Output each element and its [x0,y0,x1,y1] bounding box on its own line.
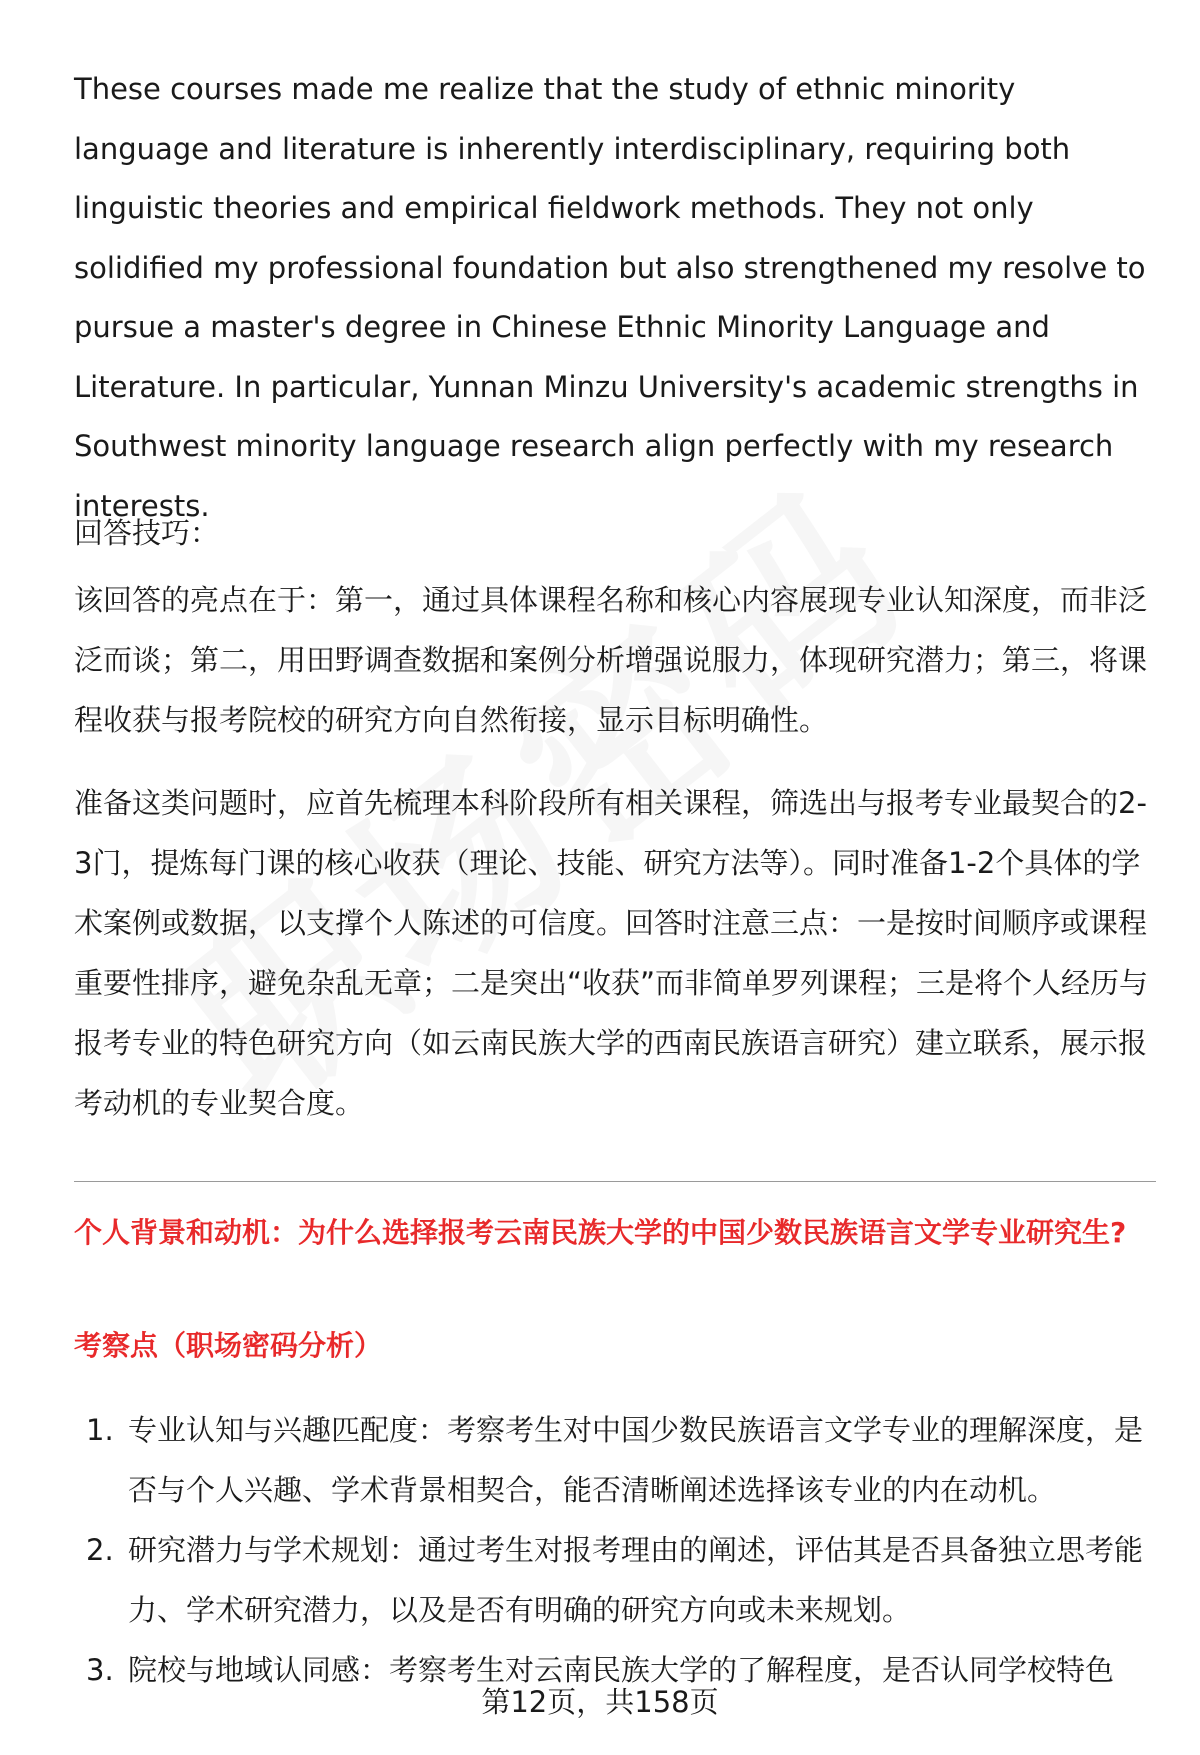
tips-paragraph-1: 该回答的亮点在于：第一，通过具体课程名称和核心内容展现专业认知深度，而非泛泛而谈；第二，用田野调查数据和案例分析增强说服力，体现研究潜力；第三，将课程收获与报考院校的研究方向自然衔接，显示目标明确性。 [74,583,1148,737]
list-item-text: 专业认知与兴趣匹配度：考察考生对中国少数民族语言文学专业的理解深度，是否与个人兴趣、学术背景相契合，能否清晰阐述选择该专业的内在动机。 [128,1413,1144,1507]
tips-label: 回答技巧： [74,516,220,550]
list-item-text: 研究潜力与学术规划：通过考生对报考理由的阐述，评估其是否具备独立思考能力、学术研究潜力，以及是否有明确的研究方向或未来规划。 [128,1533,1144,1627]
list-item-number: 1. [86,1413,114,1447]
list-item [74,1520,1156,1640]
question-heading: 个人背景和动机：为什么选择报考云南民族大学的中国少数民族语言文学专业研究生? [74,1216,1127,1249]
assessment-list [74,1400,1156,1700]
page-footer: 第12页，共158页 [481,1685,719,1719]
tips-paragraph-2: 准备这类问题时，应首先梳理本科阶段所有相关课程，筛选出与报考专业最契合的2-3门，提炼每门课的核心收获（理论、技能、研究方法等）。同时准备1-2个具体的学术案例或数据，以支撑个人陈述的可信度。回答时注意三点：一是按时间顺序或课程重要性排序，避免杂乱无章；二是突出“收获”而非简单罗列课程；三是将个人经历与报考专业的特色研究方向（如云南民族大学的西南民族语言研究）建立联系，展示报考动机的专业契合度。 [74,786,1149,1120]
list-item-number: 2. [86,1533,114,1567]
section-divider [74,1181,1156,1182]
intro-paragraph: These courses made me realize that the study of ethnic minority language and literature is inherently interdisciplinary, requiring both linguistic theories and empirical fieldwork methods. They not only solidified my professional foundation but also strengthened my resolve to pursue a master's degree in Chinese Ethnic Minority Language and Literature. In particular, Yunnan Minzu University's academic strengths in Southwest minority language research align perfectly with my research interests. [74,72,1146,523]
list-item-text: 院校与地域认同感：考察考生对云南民族大学的了解程度，是否认同学校特色 [128,1653,1115,1687]
list-item-number: 3. [86,1653,114,1687]
assessment-heading: 考察点（职场密码分析） [74,1329,383,1362]
list-item [74,1400,1156,1520]
